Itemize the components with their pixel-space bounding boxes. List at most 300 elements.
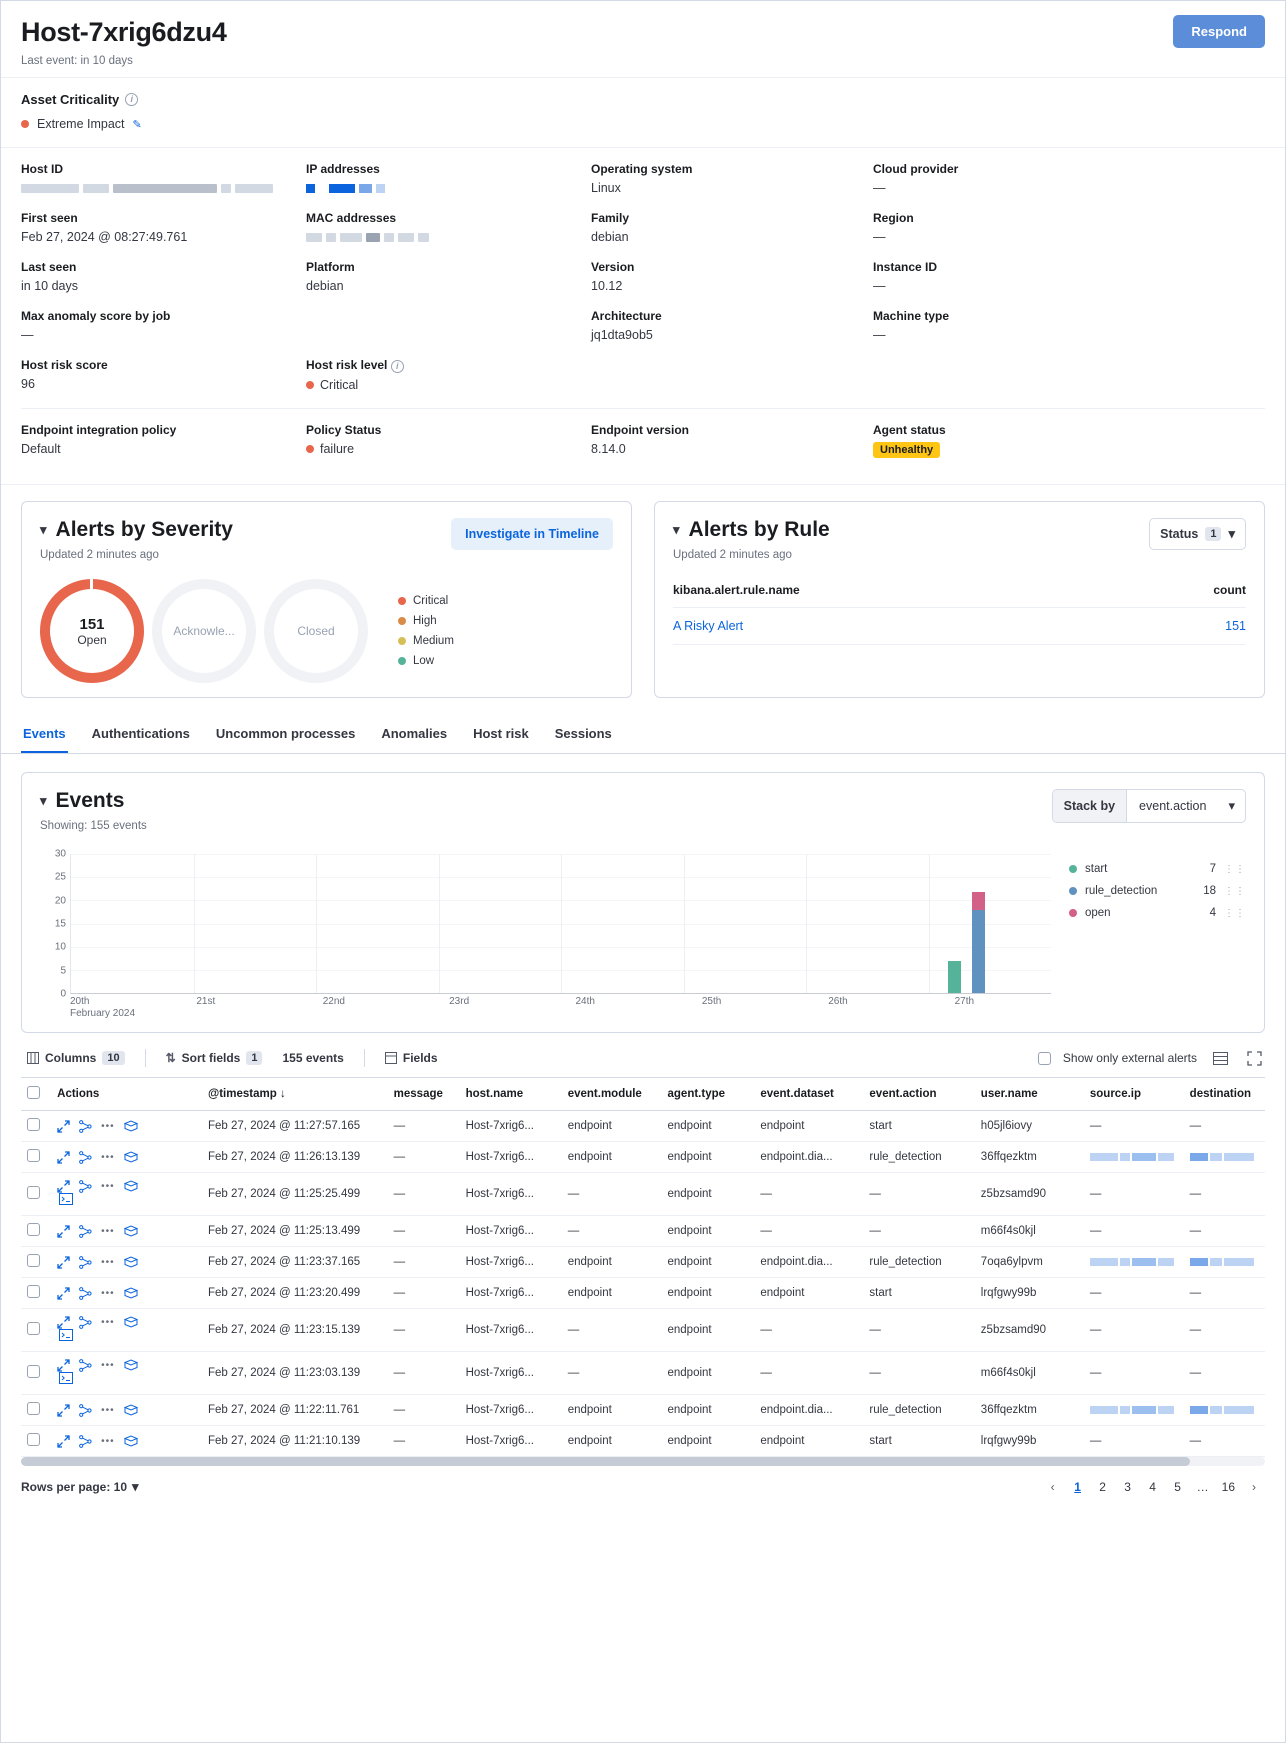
mac-addresses-redacted [306,230,591,244]
field-family [591,211,873,244]
row-actions-cell[interactable] [51,1111,202,1142]
legend-label: Critical [413,595,449,607]
cell-user-name[interactable]: lrqfgwy99b [975,1426,1084,1457]
row-action-icons[interactable] [57,1404,196,1417]
status-filter-label: Status [1160,527,1199,541]
field-value: — [873,279,886,293]
cell-event-module: endpoint [562,1395,662,1426]
more-actions-icon[interactable]: ••• [101,1256,115,1268]
row-actions-cell[interactable] [51,1426,202,1457]
row-actions-cell[interactable] [51,1216,202,1247]
alerts-by-severity-updated: Updated 2 minutes ago [40,549,159,561]
cell-event-dataset: endpoint.dia... [754,1395,863,1426]
respond-button[interactable]: Respond [1173,15,1265,48]
column-header-count[interactable]: count [1129,583,1246,608]
row-action-icons[interactable] [57,1287,196,1300]
cell-host-name[interactable]: Host-7xrig6... [460,1352,562,1395]
status-dot-icon [306,445,314,453]
cell-agent-type: endpoint [662,1309,755,1352]
cell-user-name[interactable]: z5bzsamd90 [975,1309,1084,1352]
session-viewer-icon [124,1404,138,1417]
more-actions-icon[interactable]: ••• [101,1151,115,1163]
column-header-actions: Actions [51,1078,202,1111]
field-instance-id [873,260,1265,293]
cell-event-action: start [863,1278,974,1309]
chart-x-axis [70,994,1081,1020]
field-value [873,442,1265,458]
x-tick: 23rd [449,996,470,1007]
donut-open[interactable] [40,579,144,683]
field-value: 10.12 [591,279,623,293]
row-checkbox[interactable] [27,1433,40,1446]
expand-icon [57,1256,70,1269]
columns-icon [27,1052,39,1064]
row-action-icons[interactable] [57,1435,196,1448]
cell-host-name[interactable]: Host-7xrig6... [460,1173,562,1216]
donut-closed[interactable] [264,579,368,683]
fields-column-4 [873,162,1265,358]
section-tabs [1,716,1285,754]
field-label-text: Host risk level [306,358,388,372]
expand-icon [57,1151,70,1164]
row-checkbox-cell[interactable] [21,1216,51,1247]
external-alerts-checkbox[interactable] [1038,1052,1051,1065]
columns-button[interactable] [21,1047,131,1069]
page-4-button[interactable]: 4 [1149,1480,1156,1494]
field-version [591,260,873,293]
fields-label: Fields [402,1051,438,1065]
field-agent-status [873,423,1265,458]
cell-agent-type: endpoint [662,1278,755,1309]
column-header-message[interactable]: message [388,1078,460,1111]
cell-destination: — [1184,1352,1265,1395]
session-viewer-icon [124,1151,138,1164]
analyzer-icon [79,1180,92,1193]
host-risk-level-value: Critical [320,378,359,392]
table-row[interactable] [21,1173,1265,1216]
legend-name: open [1085,907,1111,919]
session-viewer-icon [124,1225,138,1238]
events-table [21,1078,1265,1457]
events-title: Events [55,789,125,812]
row-action-icons[interactable] [57,1180,196,1193]
row-checkbox-cell[interactable] [21,1395,51,1426]
chart-legend-item-open[interactable] [1069,902,1246,924]
fields-icon [385,1052,397,1064]
cell-user-name[interactable]: z5bzsamd90 [975,1173,1084,1216]
chevron-down-icon[interactable]: ▾ [40,793,47,808]
analyzer-icon [79,1435,92,1448]
events-table-wrap [21,1077,1265,1457]
panel-title-block [40,518,233,561]
x-tick: 24th [575,996,595,1007]
x-tick: 21st [196,996,216,1007]
page-1-button[interactable]: 1 [1074,1480,1081,1494]
sort-desc-icon: ↓ [279,1088,286,1100]
cell-agent-type: endpoint [662,1216,755,1247]
page-16-button[interactable]: 16 [1221,1480,1235,1494]
field-label: Cloud provider [873,162,959,176]
row-checkbox-cell[interactable] [21,1309,51,1352]
field-value: Feb 27, 2024 @ 08:27:49.761 [21,230,188,244]
alerts-by-severity-panel [21,501,632,698]
column-header-rule-name[interactable]: kibana.alert.rule.name [673,583,1129,608]
sort-count: 1 [246,1051,262,1065]
events-panel [21,772,1265,1033]
sort-fields-button[interactable] [160,1047,269,1069]
tab-uncommon-processes[interactable]: Uncommon processes [215,726,356,741]
cell-user-name[interactable]: h05jl6iovy [975,1111,1084,1142]
table-header-row [21,1078,1265,1111]
cell-timestamp: Feb 27, 2024 @ 11:26:13.139 [202,1142,388,1173]
row-checkbox[interactable] [27,1149,40,1162]
column-header-source-ip[interactable]: source.ip [1084,1078,1184,1111]
expand-icon [57,1359,70,1372]
row-actions-cell[interactable] [51,1247,202,1278]
panel-header [40,518,613,561]
analyzer-icon [79,1359,92,1372]
asset-criticality-section [1,78,1285,148]
column-header-agent-type[interactable]: agent.type [662,1078,755,1111]
asset-criticality-title [21,92,1265,107]
cell-event-action: — [863,1309,974,1352]
cell-event-module: endpoint [562,1247,662,1278]
stack-by-select[interactable] [1127,790,1245,822]
drag-handle-icon[interactable]: ⋮⋮ [1224,907,1246,919]
row-action-icons[interactable] [57,1225,196,1238]
cell-user-name[interactable]: 7oqa6ylpvm [975,1247,1084,1278]
more-actions-icon[interactable]: ••• [101,1360,115,1371]
redacted-value [1090,1404,1176,1416]
cell-agent-type: endpoint [662,1395,755,1426]
column-header-event-dataset[interactable]: event.dataset [754,1078,863,1111]
cell-event-action: start [863,1111,974,1142]
field-value [306,378,591,392]
status-dot-icon [306,381,314,389]
row-action-icons[interactable] [57,1316,196,1329]
redacted-value [1190,1404,1256,1416]
field-host-risk-level [306,358,591,392]
table-row[interactable] [21,1142,1265,1173]
row-checkbox-cell[interactable] [21,1352,51,1395]
column-header-event-action[interactable]: event.action [863,1078,974,1111]
cell-user-name[interactable]: lrqfgwy99b [975,1278,1084,1309]
rule-name-link[interactable]: A Risky Alert [673,608,1129,645]
field-endpoint-version [591,423,873,458]
cell-host-name[interactable]: Host-7xrig6... [460,1278,562,1309]
page-2-button[interactable]: 2 [1099,1480,1106,1494]
row-action-icons[interactable] [57,1151,196,1164]
analyzer-icon [79,1287,92,1300]
previous-page-button[interactable]: ‹ [1050,1480,1055,1494]
row-action-icons[interactable] [57,1120,196,1133]
cell-user-name[interactable]: m66f4s0kjl [975,1352,1084,1395]
tab-events[interactable]: Events [21,716,68,753]
legend-name: rule_detection [1085,885,1158,897]
risk-row [21,358,1265,408]
cell-event-action: — [863,1352,974,1395]
chevron-down-icon: ▾ [132,1479,139,1494]
next-page-button[interactable]: › [1252,1480,1256,1494]
row-checkbox[interactable] [27,1285,40,1298]
column-header-host-name[interactable]: host.name [460,1078,562,1111]
column-header-destination[interactable]: destination [1184,1078,1265,1111]
panel-header [673,518,1246,561]
cell-host-name[interactable]: Host-7xrig6... [460,1395,562,1426]
rows-per-page-selector[interactable] [21,1479,139,1495]
event-renderer-icon [59,1372,73,1384]
field-ip-addresses [306,162,591,195]
cell-destination: — [1184,1173,1265,1216]
row-actions-cell[interactable] [51,1395,202,1426]
cell-agent-type: endpoint [662,1173,755,1216]
field-label: Platform [306,260,355,274]
row-actions-cell[interactable] [51,1352,202,1395]
density-icon[interactable] [1209,1047,1231,1069]
last-event-text: Last event: in 10 days [21,55,133,67]
donut-label: Open [77,632,107,647]
field-max-anomaly-score [21,309,306,342]
more-actions-icon[interactable]: ••• [101,1120,115,1132]
analyzer-icon [79,1120,92,1133]
panel-title-row [673,518,830,542]
pagination [1042,1476,1265,1498]
field-mac-addresses [306,211,591,244]
cell-destination [1184,1142,1265,1173]
page-header [1,1,1285,78]
expand-icon [57,1435,70,1448]
row-checkbox-cell[interactable] [21,1173,51,1216]
chart-legend-item-start[interactable] [1069,858,1246,880]
alerts-by-rule-panel [654,501,1265,698]
chart-legend-item-rule-detection[interactable] [1069,880,1246,902]
cell-event-module: endpoint [562,1142,662,1173]
cell-host-name[interactable]: Host-7xrig6... [460,1426,562,1457]
info-icon[interactable]: i [391,360,404,373]
more-actions-icon[interactable]: ••• [101,1404,115,1416]
expand-icon [57,1287,70,1300]
drag-handle-icon[interactable]: ⋮⋮ [1224,863,1246,875]
tab-authentications[interactable]: Authentications [91,726,190,741]
cell-event-dataset: endpoint.dia... [754,1142,863,1173]
cell-event-dataset: — [754,1216,863,1247]
more-actions-icon[interactable]: ••• [101,1287,115,1299]
title-block [21,15,227,67]
legend-count: 4 [1209,907,1216,919]
cell-destination: — [1184,1278,1265,1309]
status-badge: Unhealthy [873,442,940,458]
row-action-icons[interactable] [57,1359,196,1372]
table-row[interactable] [21,1352,1265,1395]
rows-per-page-label: Rows per page: 10 [21,1480,128,1494]
status-filter-dropdown[interactable] [1149,518,1246,550]
tab-sessions[interactable]: Sessions [554,726,612,741]
row-checkbox[interactable] [27,1186,40,1199]
table-row[interactable] [21,1247,1265,1278]
field-label: Last seen [21,260,77,274]
page-3-button[interactable]: 3 [1124,1480,1131,1494]
cell-host-name[interactable]: Host-7xrig6... [460,1111,562,1142]
field-label: Architecture [591,309,662,323]
cell-source-ip [1084,1395,1184,1426]
cell-timestamp: Feb 27, 2024 @ 11:27:57.165 [202,1111,388,1142]
row-checkbox-cell[interactable] [21,1247,51,1278]
field-label: MAC addresses [306,211,397,225]
severity-legend [398,595,454,667]
row-checkbox[interactable] [27,1118,40,1131]
expand-icon [57,1225,70,1238]
bar-open [972,892,985,910]
donut-acknowledged[interactable] [152,579,256,683]
column-header-timestamp[interactable] [202,1078,388,1111]
events-count-label: 155 events [282,1051,344,1065]
table-row[interactable] [21,1111,1265,1142]
field-value: 96 [21,377,35,391]
legend-label: Low [413,655,435,667]
cell-agent-type: endpoint [662,1352,755,1395]
cell-host-name[interactable]: Host-7xrig6... [460,1216,562,1247]
expand-icon [57,1120,70,1133]
cell-user-name[interactable]: 36ffqezktm [975,1142,1084,1173]
row-checkbox[interactable] [27,1402,40,1415]
fields-column-2 [306,162,591,358]
edit-pencil-icon[interactable]: ✎ [132,118,142,131]
session-viewer-icon [124,1256,138,1269]
field-label: Host risk score [21,358,108,372]
event-renderer-icon [59,1193,73,1205]
host-fields-section [1,148,1285,485]
field-architecture [591,309,873,342]
row-checkbox[interactable] [27,1223,40,1236]
horizontal-scrollbar[interactable] [21,1457,1265,1466]
row-actions-cell[interactable] [51,1309,202,1352]
row-checkbox-cell[interactable] [21,1426,51,1457]
drag-handle-icon[interactable]: ⋮⋮ [1224,885,1246,897]
legend-name: start [1085,863,1108,875]
asset-criticality-value-row [21,117,1265,131]
cell-destination: — [1184,1111,1265,1142]
cell-event-dataset: endpoint [754,1111,863,1142]
field-label: Max anomaly score by job [21,309,171,323]
external-alerts-label[interactable]: Show only external alerts [1062,1051,1197,1065]
row-actions-cell[interactable] [51,1278,202,1309]
status-dot-icon [21,120,29,128]
analyzer-icon [79,1151,92,1164]
more-actions-icon[interactable]: ••• [101,1435,115,1447]
row-actions-cell[interactable] [51,1142,202,1173]
table-row[interactable] [21,1395,1265,1426]
chevron-down-icon: ▾ [1228,798,1235,813]
cell-source-ip [1084,1247,1184,1278]
fields-button[interactable] [379,1047,444,1069]
row-checkbox[interactable] [27,1365,40,1378]
row-checkbox-cell[interactable] [21,1111,51,1142]
field-value: — [873,328,886,342]
more-actions-icon[interactable]: ••• [101,1225,115,1237]
cell-host-name[interactable]: Host-7xrig6... [460,1142,562,1173]
cell-destination: — [1184,1216,1265,1247]
legend-item-high [398,615,454,627]
field-value: Default [21,442,61,456]
cell-timestamp: Feb 27, 2024 @ 11:25:25.499 [202,1173,388,1216]
cell-user-name[interactable]: m66f4s0kjl [975,1216,1084,1247]
row-actions-cell[interactable] [51,1173,202,1216]
field-label: Instance ID [873,260,938,274]
cell-timestamp: Feb 27, 2024 @ 11:23:37.165 [202,1247,388,1278]
stack-by-control[interactable] [1052,789,1246,823]
cell-message: — [388,1111,460,1142]
row-action-icons[interactable] [57,1256,196,1269]
field-label: Policy Status [306,423,382,437]
cell-host-name[interactable]: Host-7xrig6... [460,1309,562,1352]
row-checkbox-cell[interactable] [21,1142,51,1173]
scrollbar-thumb[interactable] [21,1457,1190,1466]
select-all-checkbox-cell[interactable] [21,1078,51,1111]
info-icon[interactable]: i [125,93,138,106]
tab-anomalies[interactable]: Anomalies [381,726,448,741]
row-checkbox-cell[interactable] [21,1278,51,1309]
cell-message: — [388,1352,460,1395]
row-checkbox[interactable] [27,1322,40,1335]
cell-agent-type: endpoint [662,1142,755,1173]
tab-host-risk[interactable]: Host risk [473,726,529,741]
cell-message: — [388,1278,460,1309]
table-row[interactable] [21,1278,1265,1309]
cell-source-ip: — [1084,1426,1184,1457]
row-checkbox[interactable] [27,1254,40,1267]
events-table-body [21,1111,1265,1457]
select-all-checkbox[interactable] [27,1086,40,1099]
cell-user-name[interactable]: 36ffqezktm [975,1395,1084,1426]
column-header-user-name[interactable]: user.name [975,1078,1084,1111]
analyzer-icon [79,1316,92,1329]
cell-host-name[interactable]: Host-7xrig6... [460,1247,562,1278]
table-row[interactable] [21,1309,1265,1352]
session-viewer-icon [124,1316,138,1329]
redacted-value [1090,1256,1176,1268]
chevron-down-icon[interactable]: ▾ [673,522,680,537]
more-actions-icon[interactable]: ••• [101,1317,115,1328]
chevron-down-icon[interactable]: ▾ [40,522,47,537]
x-tick: 25th [701,996,722,1007]
more-actions-icon[interactable]: ••• [101,1181,115,1192]
table-row[interactable] [21,1216,1265,1247]
rule-count-link[interactable]: 151 [1129,608,1246,645]
event-renderer-icon [59,1329,73,1341]
cell-event-action: — [863,1173,974,1216]
cell-timestamp: Feb 27, 2024 @ 11:21:10.139 [202,1426,388,1457]
cell-destination: — [1184,1426,1265,1457]
cell-message: — [388,1247,460,1278]
cell-event-module: endpoint [562,1111,662,1142]
cell-source-ip: — [1084,1352,1184,1395]
cell-event-module: — [562,1216,662,1247]
legend-item-critical [398,595,454,607]
field-value: — [873,181,886,195]
investigate-in-timeline-button[interactable]: Investigate in Timeline [451,518,613,550]
table-row[interactable] [21,1426,1265,1457]
chart-plot-area[interactable] [70,854,1051,994]
fullscreen-icon[interactable] [1243,1047,1265,1069]
x-tick: 27th [954,996,975,1007]
page-5-button[interactable]: 5 [1174,1480,1181,1494]
fields-column-3 [591,162,873,358]
cell-source-ip: — [1084,1278,1184,1309]
session-viewer-icon [124,1120,138,1133]
column-header-event-module[interactable]: event.module [562,1078,662,1111]
field-value: Linux [591,181,621,195]
chart-y-axis: 30 25 20 15 10 5 0 [54,848,66,1000]
